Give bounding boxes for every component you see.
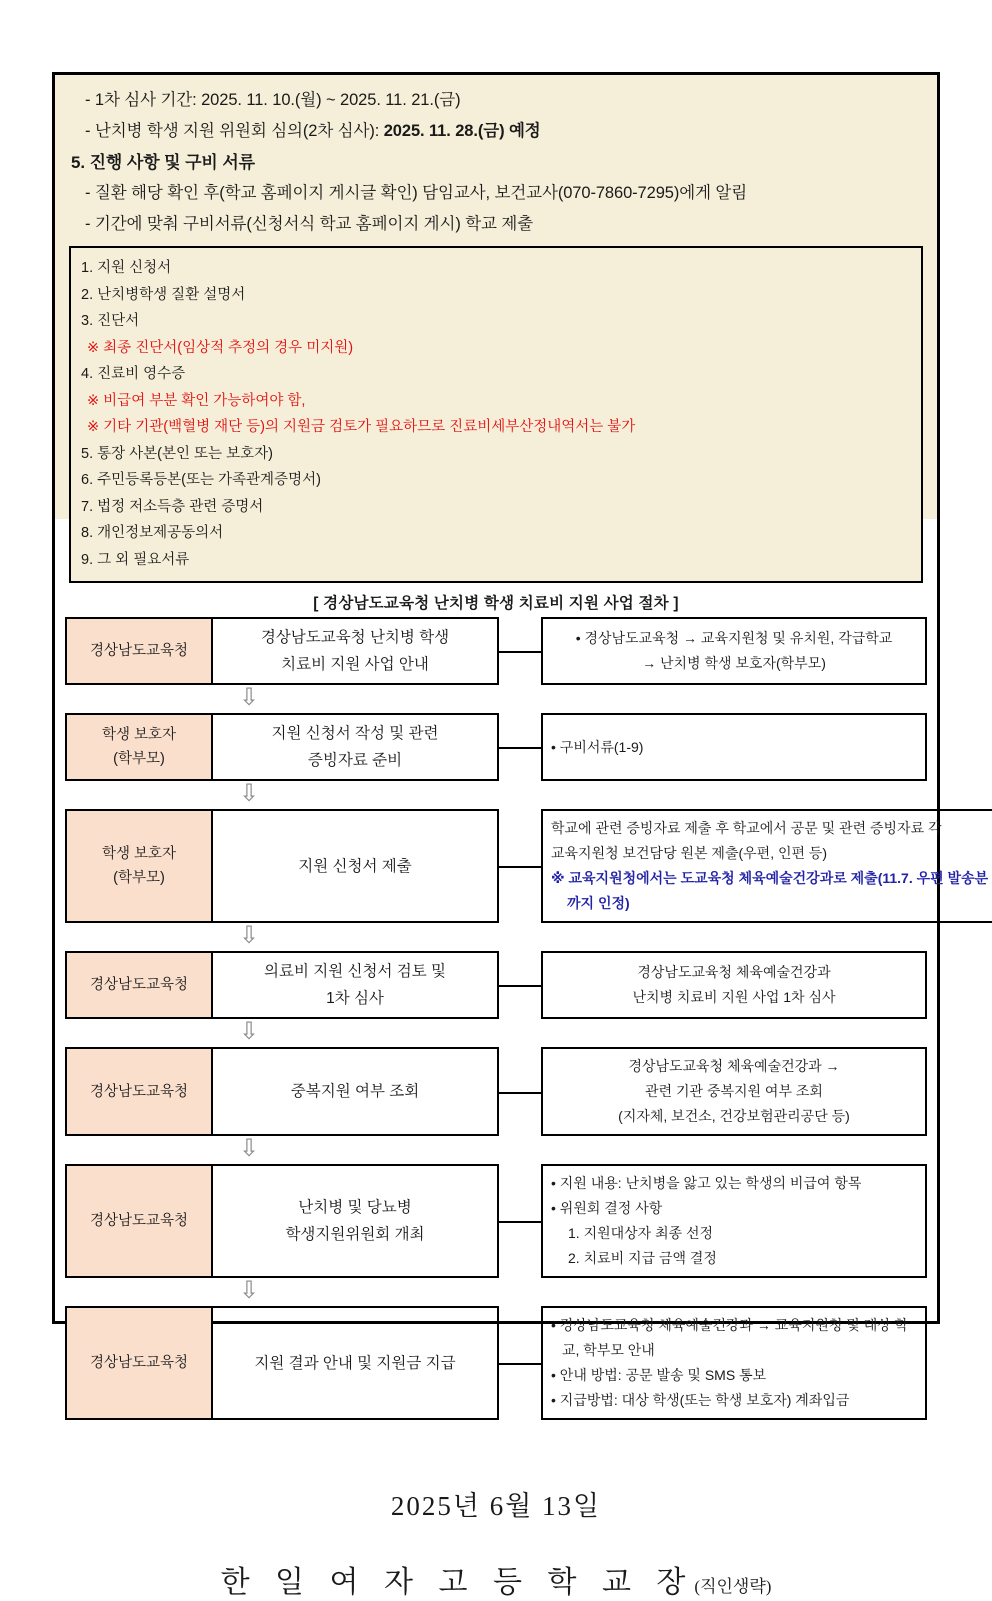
flow-detail-line: • 경상남도교육청 → 교육지원청 및 유치원, 각급학교 (575, 630, 893, 646)
flow-actor (67, 715, 213, 779)
notice-line-committee (69, 116, 923, 147)
flow-detail-line: 경상남도교육청 체육예술건강과 (637, 964, 831, 980)
document-item: 8. 개인정보제공동의서 (81, 525, 224, 541)
flow-row (65, 951, 927, 1019)
flow-actor: 경상남도교육청 (67, 1308, 213, 1418)
flowchart-title: [ 경상남도교육청 난치병 학생 치료비 지원 사업 절차 ] (313, 595, 679, 612)
flow-step (213, 619, 497, 683)
down-arrow-icon: ⇩ (239, 1017, 260, 1045)
flow-detail (541, 951, 927, 1019)
flow-step-line: 학생지원위원회 개최 (285, 1226, 425, 1243)
flow-detail (541, 1164, 927, 1278)
flow-arrow-gap (65, 685, 927, 713)
notice-line-contact: - 질환 해당 확인 후(학교 홈페이지 게시글 확인) 담임교사, 보건교사(070-7860-7295)에게 알림 (85, 184, 748, 202)
notice-committee-date: 2025. 11. 28.(금) 예정 (383, 122, 541, 140)
flow-step-line: 치료비 지원 사업 안내 (281, 656, 429, 673)
flow-step (213, 715, 497, 779)
flow-detail-line: • 경상남도교육청 체육예술건강과 → 교육지원청 및 대상 학교, 학부모 안내 (551, 1317, 909, 1358)
flow-row (65, 617, 927, 685)
issue-date: 2025년 6월 13일 (390, 1491, 602, 1521)
flow-row-main (65, 1164, 499, 1278)
flow-step (213, 953, 497, 1017)
flow-detail (541, 809, 992, 923)
flow-row (65, 1164, 927, 1278)
flow-step: 지원 신청서 제출 (298, 857, 412, 875)
flow-detail-line: 경상남도교육청 체육예술건강과 → (628, 1058, 840, 1074)
flow-connector-line (499, 809, 541, 923)
flow-detail-line: (지자체, 보건소, 건강보험관리공단 등) (618, 1108, 850, 1124)
flow-step: 중복지원 여부 조회 (290, 1083, 420, 1100)
flow-detail-line: 학교에 관련 증빙자료 제출 후 학교에서 공문 및 관련 증빙자료 각 (551, 820, 942, 836)
flow-detail-line: • 지원 내용: 난치병을 앓고 있는 학생의 비급여 항목 (551, 1175, 862, 1191)
document-note: ※ 최종 진단서(임상적 추정의 경우 미지원) (87, 339, 354, 356)
flow-step-line: 지원 신청서 작성 및 관련 (271, 725, 439, 742)
flow-connector-line (499, 1047, 541, 1136)
flow-detail-line: 관련 기관 중복지원 여부 조회 (645, 1083, 823, 1099)
flow-connector-line (499, 1164, 541, 1278)
flow-connector-line (499, 713, 541, 781)
flow-step-line: 증빙자료 준비 (307, 752, 403, 769)
flow-row (65, 809, 989, 923)
flow-detail (541, 617, 927, 685)
flow-arrow-gap (65, 923, 927, 951)
flow-step-line: 난치병 및 당뇨병 (298, 1199, 412, 1216)
flowchart (65, 617, 989, 1420)
flow-actor: 경상남도교육청 (67, 1166, 213, 1276)
flow-actor-line: 학생 보호자 (101, 846, 177, 862)
document-note: ※ 비급여 부분 확인 가능하여야 함, (87, 392, 306, 409)
document-item: 1. 지원 신청서 (81, 260, 172, 276)
flow-detail-line: 1. 지원대상자 최종 선정 (568, 1225, 714, 1241)
flow-detail-note: 까지 인정) (567, 895, 630, 911)
notice-committee-text: - 난치병 학생 지원 위원회 심의(2차 심사): (85, 122, 384, 140)
school-name: 한 일 여 자 고 등 학 교 장 (220, 1566, 695, 1599)
section-heading-5: 5. 진행 사항 및 구비 서류 (71, 153, 255, 172)
down-arrow-icon: ⇩ (239, 779, 260, 807)
school-signature (55, 1557, 937, 1601)
document-page (52, 72, 989, 1599)
document-item: 3. 진단서 (81, 313, 140, 329)
flow-detail-line: • 위원회 결정 사항 (551, 1200, 663, 1216)
top-notice-block (55, 75, 937, 240)
document-item: 9. 그 외 필요서류 (81, 551, 190, 568)
flow-connector-line (499, 617, 541, 685)
flow-detail-note: ※ 교육지원청에서는 도교육청 체육예술건강과로 제출(11.7. 우편 발송분 (551, 870, 989, 886)
flow-arrow-gap (65, 1019, 927, 1047)
flow-detail-line: → 난치병 학생 보호자(학부모) (642, 655, 826, 671)
flow-row-main (65, 617, 499, 685)
flow-step-line: 1차 심사 (326, 990, 384, 1007)
flow-actor: 경상남도교육청 (67, 953, 213, 1017)
flow-row-main (65, 713, 499, 781)
flow-step: 지원 결과 안내 및 지원금 지급 (254, 1354, 456, 1372)
flow-actor (67, 811, 213, 921)
notice-line-submission: - 기간에 맞춰 구비서류(신청서식 학교 홈페이지 게시) 학교 제출 (85, 215, 534, 233)
flow-detail-line: 난치병 치료비 지원 사업 1차 심사 (632, 989, 836, 1005)
document-item: 5. 통장 사본(본인 또는 보호자) (81, 445, 273, 462)
flow-arrow-gap (65, 1278, 927, 1306)
flow-actor: 경상남도교육청 (67, 619, 213, 683)
document-item: 2. 난치병학생 질환 설명서 (81, 286, 246, 303)
flow-detail (541, 1047, 927, 1136)
flow-arrow-gap (65, 781, 927, 809)
down-arrow-icon: ⇩ (239, 921, 260, 949)
document-item: 6. 주민등록등본(또는 가족관계증명서) (81, 472, 321, 488)
flow-detail-line: • 구비서류(1-9) (551, 738, 644, 755)
flow-step-line: 의료비 지원 신청서 검토 및 (264, 963, 446, 980)
flow-step (213, 1166, 497, 1276)
flow-actor-line: (학부모) (113, 751, 165, 767)
flow-row-main (65, 951, 499, 1019)
document-item: 7. 법정 저소득층 관련 증명서 (81, 498, 264, 515)
required-documents-box (69, 246, 923, 583)
flow-connector-line (499, 951, 541, 1019)
down-arrow-icon: ⇩ (239, 1134, 260, 1162)
flow-actor-line: (학부모) (113, 870, 165, 886)
flow-detail-line: 교육지원청 보건담당 원본 제출(우편, 인편 등) (551, 845, 828, 861)
flow-arrow-gap (65, 1136, 927, 1164)
flow-actor: 경상남도교육청 (67, 1049, 213, 1134)
flow-row (65, 1047, 927, 1136)
notice-line-review-period: - 1차 심사 기간: 2025. 11. 10.(월) ~ 2025. 11. 21.(금) (85, 91, 461, 109)
flow-row (65, 713, 927, 781)
document-footer (55, 1484, 937, 1601)
document-item: 4. 진료비 영수증 (81, 366, 186, 382)
flow-step-line: 경상남도교육청 난치병 학생 (260, 629, 450, 646)
flow-row-main (65, 809, 499, 923)
down-arrow-icon: ⇩ (239, 683, 260, 711)
flow-row-main (65, 1047, 499, 1136)
flow-detail-line: • 지급방법: 대상 학생(또는 학생 보호자) 계좌입금 (551, 1392, 850, 1408)
document-note: ※ 기타 기관(백혈병 재단 등)의 지원금 검토가 필요하므로 진료비세부산정내역서는 불가 (87, 419, 636, 435)
seal-omitted-note: (직인생략) (694, 1577, 772, 1596)
flow-actor-line: 학생 보호자 (101, 727, 177, 743)
down-arrow-icon: ⇩ (239, 1276, 260, 1304)
flow-detail (541, 713, 927, 781)
flow-detail-line: 2. 치료비 지급 금액 결정 (568, 1250, 717, 1266)
flow-detail-line: • 안내 방법: 공문 발송 및 SMS 통보 (551, 1367, 767, 1383)
